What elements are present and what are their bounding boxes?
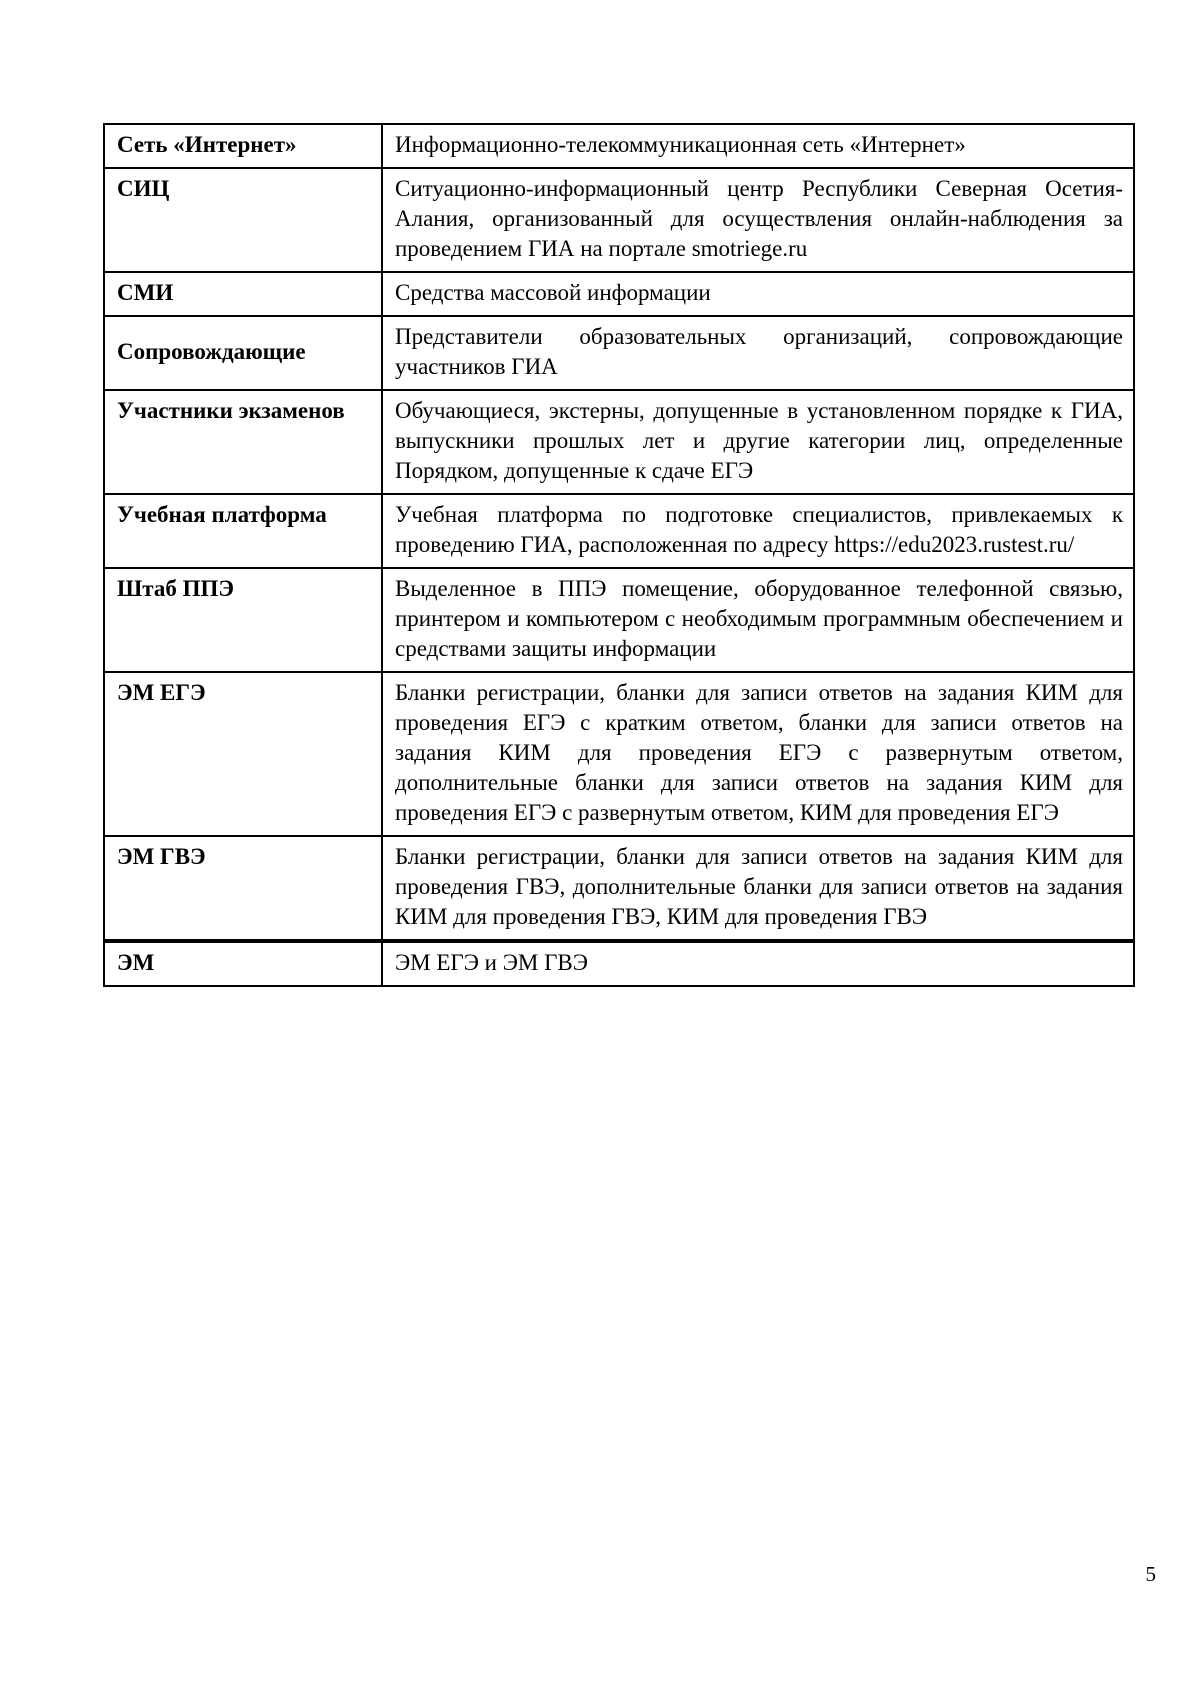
table-row xyxy=(104,568,1134,672)
table-row xyxy=(104,316,1134,390)
table-row xyxy=(104,941,1134,986)
definition-cell: Средства массовой информации xyxy=(382,272,1134,316)
definition-cell: Бланки регистрации, бланки для записи ответов на задания КИМ для проведения ГВЭ, дополнительные бланки для записи ответов на задания КИМ для проведения ГВЭ, КИМ для проведения ГВЭ xyxy=(382,836,1134,941)
term-cell: Сопровождающие xyxy=(104,316,382,390)
table-row xyxy=(104,272,1134,316)
definition-cell: Информационно-телекоммуникационная сеть «Интернет» xyxy=(382,124,1134,168)
term-cell: Учебная платформа xyxy=(104,494,382,568)
term-cell: Сеть «Интернет» xyxy=(104,124,382,168)
definition-cell: Ситуационно-информационный центр Республики Северная Осетия-Алания, организованный для осуществления онлайн-наблюдения за проведением ГИА на портале smotriege.ru xyxy=(382,168,1134,272)
table-row xyxy=(104,124,1134,168)
abbreviations-table xyxy=(103,123,1135,987)
page-number: 5 xyxy=(1145,1562,1156,1586)
term-cell: ЭМ xyxy=(104,941,382,986)
term-cell: ЭМ ГВЭ xyxy=(104,836,382,941)
table-row xyxy=(104,494,1134,568)
table-row xyxy=(104,672,1134,836)
term-cell: СМИ xyxy=(104,272,382,316)
definition-cell: Выделенное в ППЭ помещение, оборудованное телефонной связью, принтером и компьютером с необходимым программным обеспечением и средствами защиты информации xyxy=(382,568,1134,672)
definition-cell: Бланки регистрации, бланки для записи ответов на задания КИМ для проведения ЕГЭ с кратким ответом, бланки для записи ответов на задания КИМ для проведения ЕГЭ с развернутым ответом, дополнительные бланки для записи ответов на задания КИМ для проведения ЕГЭ с развернутым ответом, КИМ для проведения ЕГЭ xyxy=(382,672,1134,836)
table-row xyxy=(104,836,1134,941)
table-row xyxy=(104,390,1134,494)
term-cell: Участники экзаменов xyxy=(104,390,382,494)
definition-cell: Учебная платформа по подготовке специалистов, привлекаемых к проведению ГИА, расположенная по адресу https://edu2023.rustest.ru/ xyxy=(382,494,1134,568)
definition-cell: ЭМ ЕГЭ и ЭМ ГВЭ xyxy=(382,941,1134,986)
term-cell: ЭМ ЕГЭ xyxy=(104,672,382,836)
table-row xyxy=(104,168,1134,272)
term-cell: СИЦ xyxy=(104,168,382,272)
definition-cell: Обучающиеся, экстерны, допущенные в установленном порядке к ГИА, выпускники прошлых лет и другие категории лиц, определенные Порядком, допущенные к сдаче ЕГЭ xyxy=(382,390,1134,494)
term-cell: Штаб ППЭ xyxy=(104,568,382,672)
definition-cell: Представители образовательных организаций, сопровождающие участников ГИА xyxy=(382,316,1134,390)
